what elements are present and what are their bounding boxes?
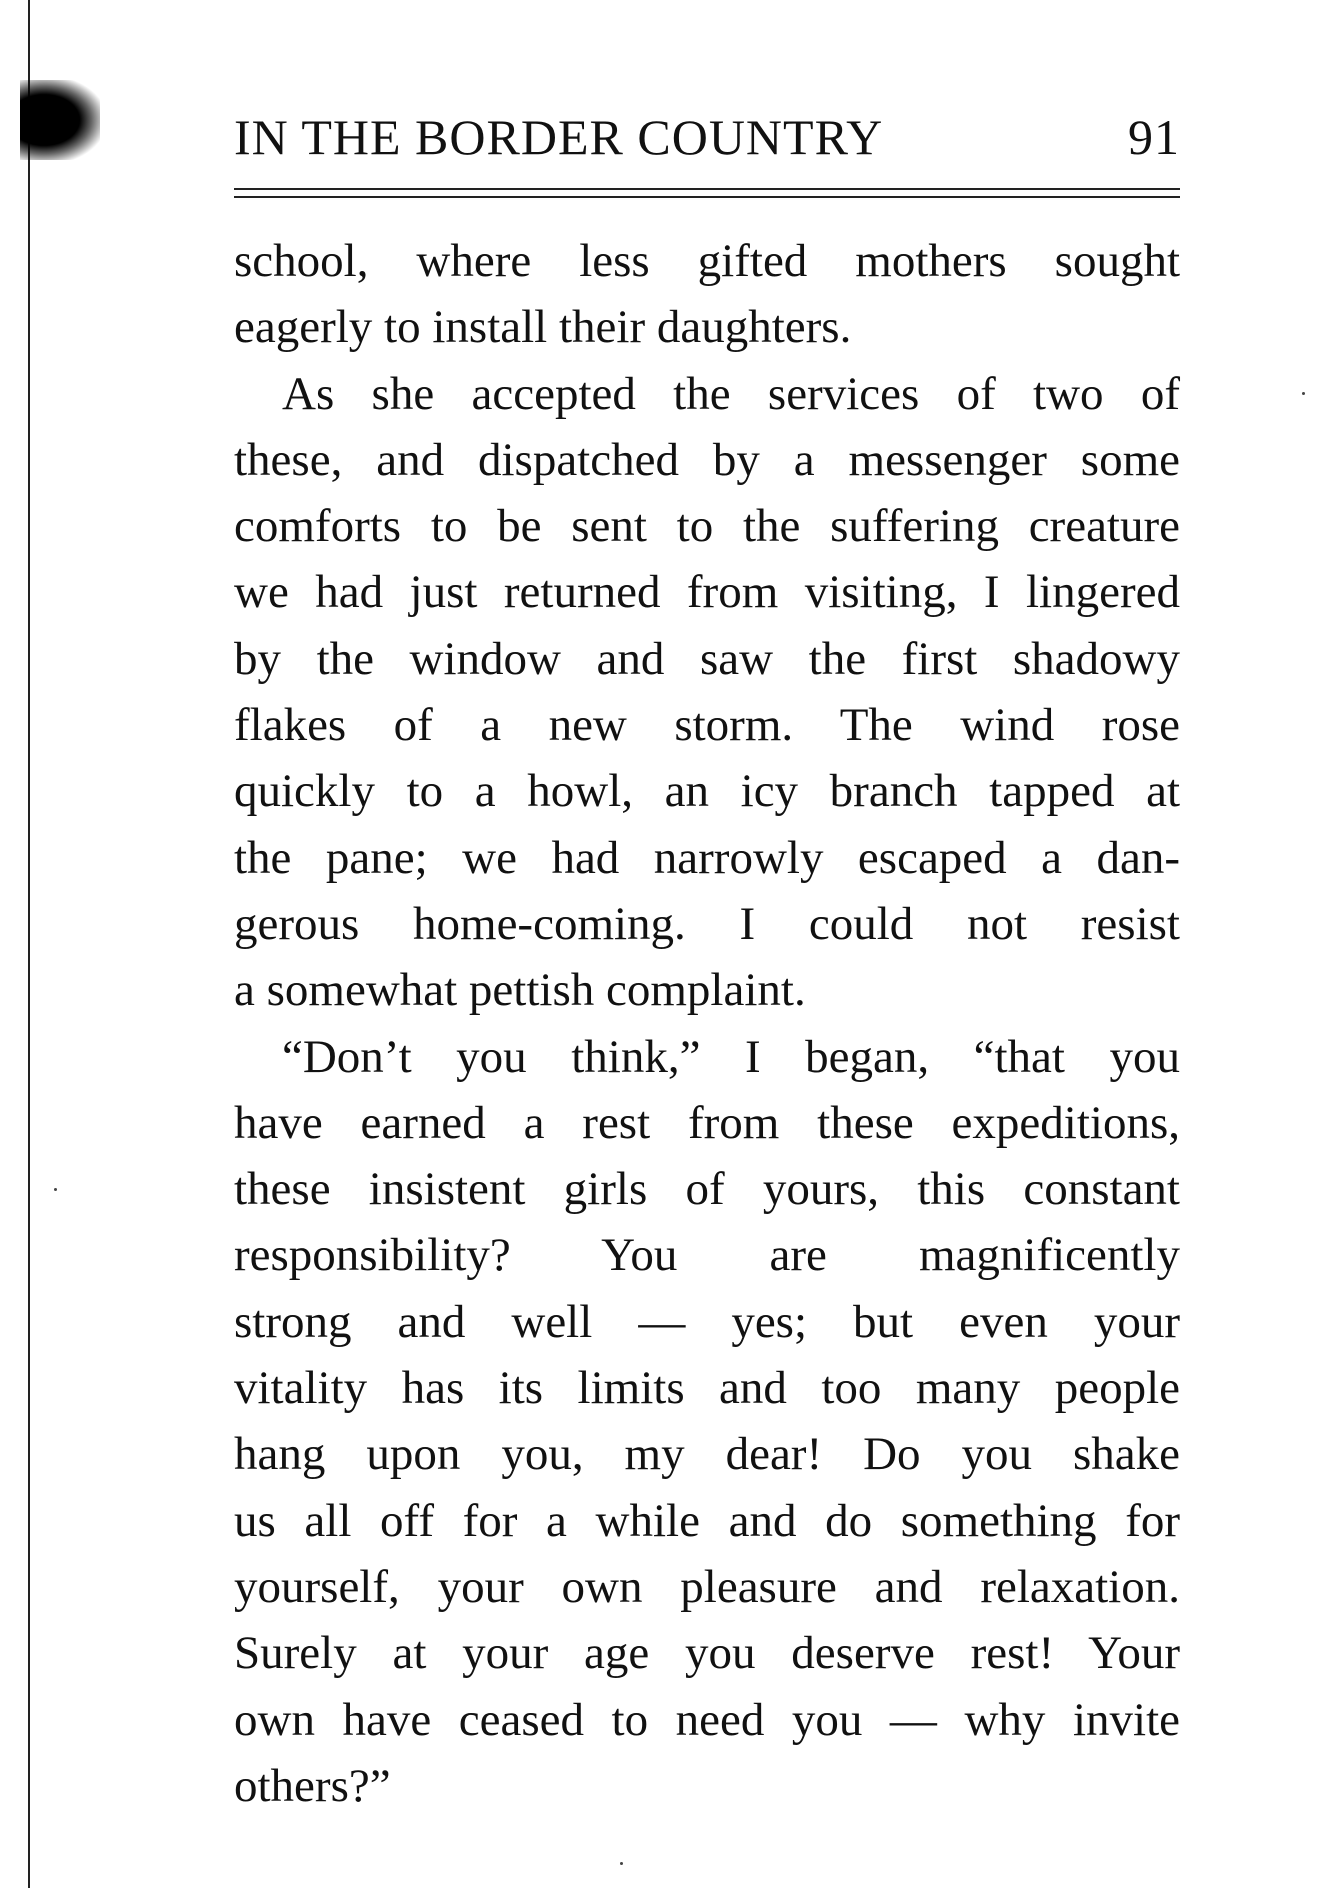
text-line: school, where less gifted mothers sought bbox=[234, 235, 1180, 287]
paper-speck bbox=[1302, 392, 1305, 395]
text-line: gerous home-coming. I could not resist bbox=[234, 897, 1180, 950]
paper-speck bbox=[620, 1862, 623, 1865]
page-number: 91 bbox=[1128, 109, 1180, 165]
header-rule-bottom bbox=[234, 196, 1180, 198]
body-text bbox=[234, 228, 1180, 1819]
header-rule-top bbox=[234, 188, 1180, 190]
running-head bbox=[234, 108, 1180, 178]
binding-smudge bbox=[20, 80, 100, 160]
text-line: the pane; we had narrowly escaped a dan- bbox=[234, 831, 1180, 884]
text-line: “Don’t you think,” I began, “that you bbox=[282, 1030, 1180, 1083]
text-line: have earned a rest from these expeditions, bbox=[234, 1096, 1180, 1149]
text-line: eagerly to install their daughters. bbox=[234, 301, 852, 354]
text-line: strong and well — yes; but even your bbox=[234, 1295, 1180, 1348]
text-line: we had just returned from visiting, I lingered bbox=[234, 566, 1180, 619]
text-line: As she accepted the services of two of bbox=[282, 367, 1180, 420]
text-line: these, and dispatched by a messenger some bbox=[234, 433, 1180, 486]
text-line: others?” bbox=[234, 1759, 391, 1812]
text-line: yourself, your own pleasure and relaxation. bbox=[234, 1560, 1180, 1613]
text-line: by the window and saw the first shadowy bbox=[234, 632, 1180, 685]
text-line: comforts to be sent to the suffering creature bbox=[234, 500, 1180, 553]
text-line: flakes of a new storm. The wind rose bbox=[234, 699, 1180, 752]
text-line: hang upon you, my dear! Do you shake bbox=[234, 1428, 1180, 1481]
paper-speck bbox=[54, 1188, 57, 1191]
text-line: us all off for a while and do something for bbox=[234, 1494, 1180, 1547]
text-line: own have ceased to need you — why invite bbox=[234, 1693, 1180, 1746]
text-line: Surely at your age you deserve rest! Your bbox=[234, 1627, 1180, 1680]
text-line: vitality has its limits and too many people bbox=[234, 1362, 1180, 1415]
text-line: a somewhat pettish complaint. bbox=[234, 964, 806, 1017]
binding-edge bbox=[28, 0, 30, 1888]
text-line: quickly to a howl, an icy branch tapped at bbox=[234, 765, 1180, 818]
text-line: responsibility? You are magnificently bbox=[234, 1229, 1180, 1282]
text-line: these insistent girls of yours, this constant bbox=[234, 1163, 1180, 1216]
running-head-title: IN THE BORDER COUNTRY bbox=[234, 109, 884, 165]
